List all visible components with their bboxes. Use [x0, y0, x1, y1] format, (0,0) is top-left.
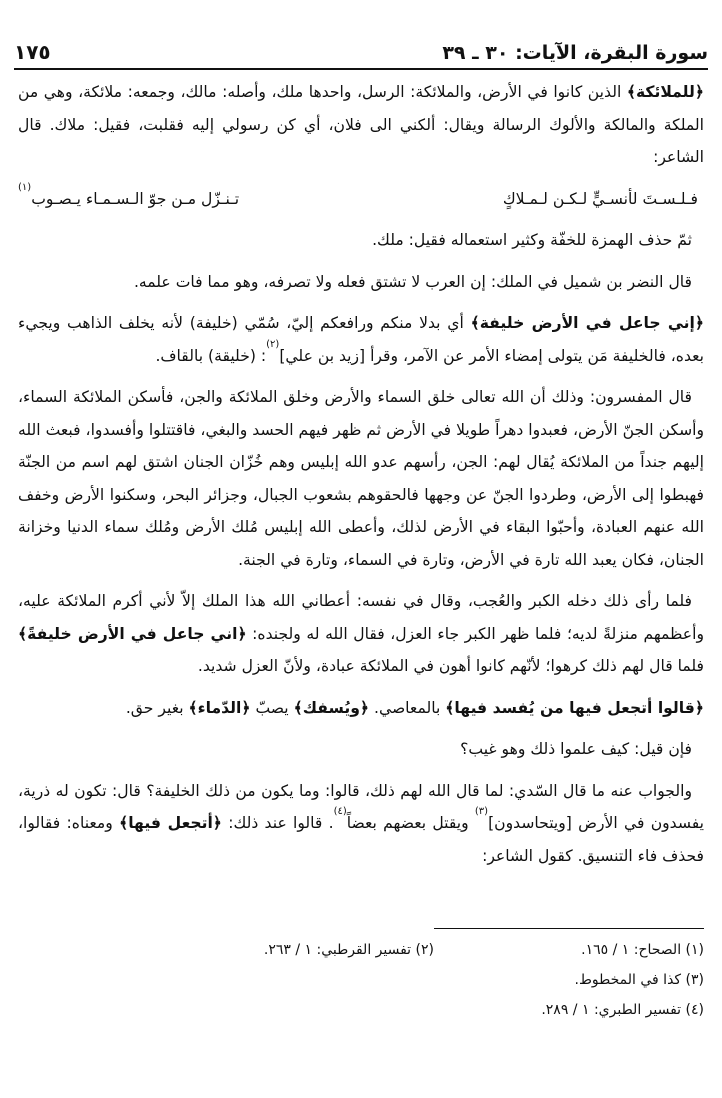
poem-first-hemistich: فـلـسـتَ لأنسـيٍّ لـكـن لـمـلاكٍ: [502, 189, 698, 208]
paragraph-2: ثمّ حذف الهمزة للخفّة وكثير استعماله فقيل: ملك.: [372, 231, 692, 249]
paragraph-text: يصبّ: [250, 698, 294, 717]
paragraph-text: والجواب عنه ما قال السّدي: لما قال الله لهم ذلك، قالوا: وما يكون من ذلك الخليفة؟ قال: تكون له ذرية، يفسدون في الأرض [ويتحاسدون]: [18, 781, 705, 832]
footnote-3: (٣) كذا في المخطوط.: [574, 972, 704, 988]
footnote-row: [18, 965, 704, 995]
paragraph-5: قال المفسرون: وذلك أن الله تعالى خلق السماء والأرض وخلق الملائكة والجن، فأسكن الملائكة السماء، وأسكن الجنّ الأرض، فعبدوا دهراً طويلا في الأرض ثم ظهر فيهم الحسد والبغي، فاقتتلوا وأفسدوا، فبعث الله إليهم جنداً من الملائكة يُقال لهم: الجن، رأسهم عدو الله إبليس وهم خُزّان الجنان اشتق لهم اسم من الجنّة فهبطوا إلى الأرض، وطردوا الجنّ عن وجهها فالحقوهم بشعوب الجبال، وجزائر البحر، وسكنوا الأرض وخفف الله عنهم العبادة، وأحبّوا البقاء في الأرض لذلك، وأعطى الله إبليس مُلك الأرض ومُلك سماء الدنيا وخزانة الجنان، فكان يعبد الله تارة في الأرض، وتارة في السماء، وتارة في الجنة.: [18, 388, 704, 569]
poem-second-text: تـنـزّل مـن جوّ الـسـمـاء يـصـوب: [31, 189, 240, 208]
quran-quote: ﴿الدّماء﴾: [188, 698, 251, 717]
quran-quote: ﴿قالوا أتجعل فيها من يُفسد فيها﴾: [445, 698, 704, 717]
paragraph-9: [18, 775, 704, 873]
footnote-divider: [434, 928, 704, 929]
footnote-row: [18, 935, 704, 965]
paragraph-text: بغير حق.: [125, 698, 189, 717]
quran-quote: ﴿أتجعل فيها﴾: [119, 814, 222, 832]
paragraph-text: أي بدلا منكم ورافعكم إليّ، سُمّي (خليفة) لأنه يخلف الذاهب ويجيء بعده، فالخليفة مَن يتولى إمضاء الأمر عن الآمر، وقرأ [زيد بن علي]: [18, 314, 704, 365]
paragraph-text: . قالوا عند ذلك:: [221, 814, 334, 832]
quran-quote: ﴿ويُسفك﴾: [293, 698, 370, 717]
footnotes: [18, 928, 704, 1025]
paragraph-text: ويقتل بعضهم بعضاً: [346, 814, 475, 832]
quran-quote: ﴿اني جاعل في الأرض خليفةً﴾: [18, 624, 247, 643]
paragraph-text: الذين كانوا في الأرض، والملائكة: الرسل، واحدها ملك، وأصله: مالك، وجمعه: ملائكة، وهي من الملكة والمالكة والألوك الرسالة ويقال: ألكني الى فلان، أي كن رسولي إليه فقلبت، فقيل: ملاك. قال الشاعر:: [18, 83, 704, 166]
poem-verse-1: [18, 183, 704, 216]
quran-quote: ﴿للملائكة﴾: [626, 83, 704, 101]
paragraph-8: فإن قيل: كيف علموا ذلك وهو غيب؟: [460, 740, 692, 758]
paragraph-7: [18, 692, 704, 725]
running-title: سورة البقرة، الآيات: ٣٠ ـ ٣٩: [442, 42, 708, 64]
paragraph-6: [18, 585, 704, 683]
footnote-ref-1: (١): [18, 181, 32, 193]
paragraph-text: بالمعاصي.: [369, 698, 446, 717]
footnote-ref-4: (٤): [333, 806, 347, 817]
poem-second-hemistich: [18, 183, 239, 216]
paragraph-4: [18, 307, 704, 372]
footnote-ref-3: (٣): [474, 806, 489, 817]
page-header: [14, 30, 708, 70]
paragraph-3: قال النضر بن شميل في الملك: إن العرب لا تشتق فعله ولا تصرفه، وهو مما فات علمه.: [133, 272, 692, 291]
quran-quote: ﴿إني جاعل في الأرض خليفة﴾: [470, 314, 704, 332]
footnote-row: [18, 995, 704, 1025]
paragraph-text: فلما رأى ذلك دخله الكبر والعُجب، وقال في نفسه: أعطاني الله هذا الملك إلاّ لأني أكرم الملائكة عليه، وأعظمهم منزلةً لديه؛ فلما ظهر الكبر جاء العزل، فقال الله له ولجنده:: [18, 592, 704, 643]
paragraph-text: فلما قال لهم ذلك كرهوا؛ لأنّهم كانوا أهون في الملائكة عبادة، ولأنّ العزل شديد.: [197, 657, 704, 675]
page-number: ١٧٥: [14, 40, 51, 64]
footnote-ref-2: (٢): [266, 338, 280, 350]
paragraph-text: ومعناه: فقالوا، فحذف فاء التنسيق. كقول الشاعر:: [18, 814, 704, 865]
paragraph-text: : (خليقة) بالقاف.: [155, 346, 267, 365]
paragraph-1: [18, 76, 704, 174]
footnote-2: (٢) تفسير القرطبي: ١ / ٢٦٣.: [263, 942, 434, 958]
footnote-4: (٤) تفسير الطبري: ١ / ٢٨٩.: [541, 1002, 704, 1018]
page-body: [18, 76, 704, 881]
footnote-1: (١) الصحاح: ١ / ١٦٥.: [581, 942, 704, 958]
